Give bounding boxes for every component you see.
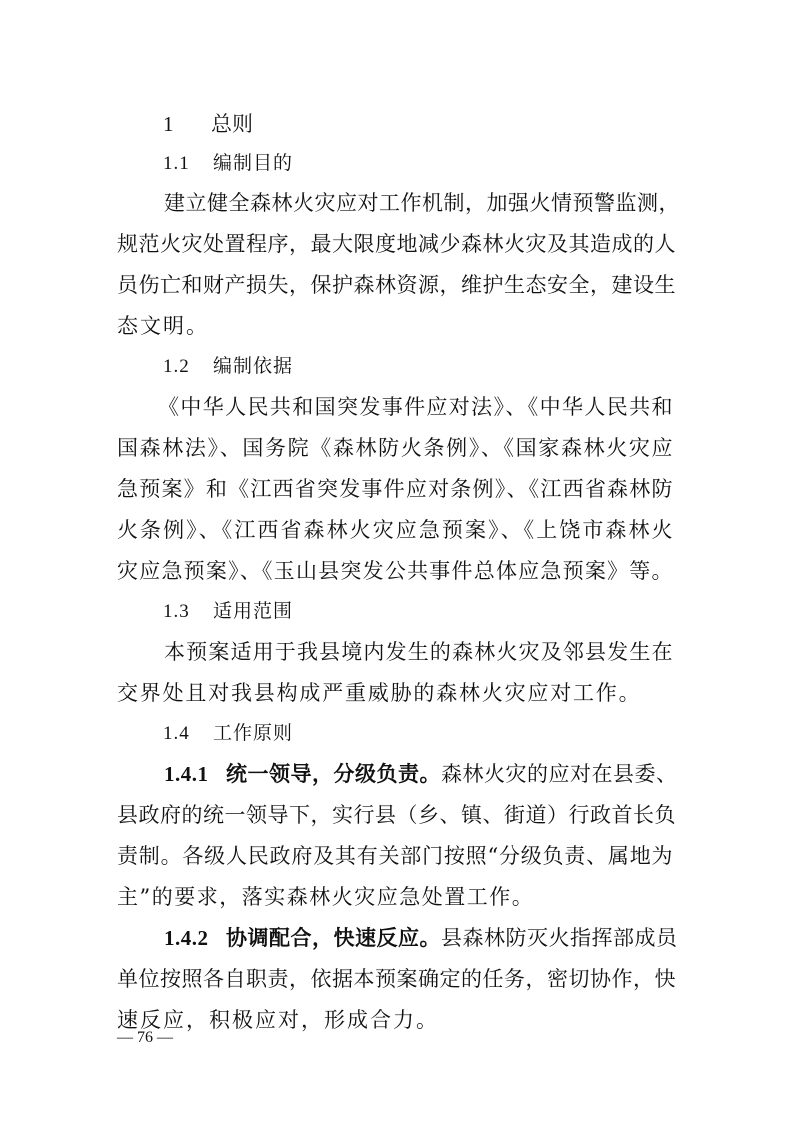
clause-lead: 统一领导，分级负责。 (226, 762, 441, 786)
subsection-number: 1.4 (163, 723, 190, 744)
subsection-title: 适用范围 (213, 600, 294, 622)
subsection-title: 编制目的 (213, 152, 294, 174)
paragraph-line: 交界处且对我县构成严重威胁的森林火灾应对工作。 (117, 681, 642, 705)
paragraph-line: 规范火灾处置程序，最大限度地减少森林火灾及其造成的人 (117, 232, 676, 256)
page-number: — 76 — (117, 1029, 173, 1046)
paragraph-line: 速反应，积极应对，形成合力。 (117, 1008, 439, 1032)
section-heading (163, 110, 793, 138)
subsection-number: 1.2 (163, 356, 190, 377)
clause-number: 1.4.2 (164, 926, 209, 950)
paragraph-line: 主”的要求，落实森林火灾应急处置工作。 (117, 885, 535, 909)
paragraph-line: 国森林法》、国务院《森林防火条例》、《国家森林火灾应 (117, 436, 673, 460)
clause-text: 县森林防灭火指挥部成员 (441, 926, 678, 950)
subsection-heading (163, 352, 793, 381)
paragraph-line: 急预案》和《江西省突发事件应对条例》、《江西省森林防 (117, 477, 673, 501)
paragraph-line: 本预案适用于我县境内发生的森林火灾及邻县发生在 (164, 640, 673, 664)
paragraph-line: 单位按照各自职责，依据本预案确定的任务，密切协作，快 (117, 967, 676, 991)
paragraph-line: 火条例》、《江西省森林火灾应急预案》、《上饶市森林火 (117, 518, 673, 542)
subsection-number: 1.1 (163, 153, 190, 174)
section-number: 1 (163, 112, 174, 136)
paragraph-line: 《中华人民共和国突发事件应对法》、《中华人民共和 (158, 395, 673, 419)
paragraph-line: 员伤亡和财产损失，保护森林资源，维护生态安全，建设生 (117, 273, 676, 297)
clause-text: 森林火灾的应对在县委、 (441, 762, 678, 786)
paragraph-line: 建立健全森林火灾应对工作机制，加强火情预警监测， (164, 191, 680, 215)
subsection-title: 编制依据 (213, 355, 294, 377)
subsection-title: 工作原则 (213, 722, 294, 744)
subsection-heading (163, 597, 793, 626)
clause-first-line (164, 924, 678, 952)
paragraph-line: 态文明。 (117, 314, 209, 338)
paragraph-line: 责制。各级人民政府及其有关部门按照“分级负责、属地为 (117, 844, 673, 868)
clause-first-line (164, 760, 678, 788)
subsection-heading (163, 719, 793, 748)
paragraph-line: 县政府的统一领导下，实行县（乡、镇、街道）行政首长负 (117, 803, 676, 827)
subsection-number: 1.3 (163, 601, 190, 622)
subsection-heading (163, 149, 793, 178)
paragraph-line: 灾应急预案》、《玉山县突发公共事件总体应急预案》等。 (117, 559, 673, 583)
clause-number: 1.4.1 (164, 762, 209, 786)
section-title: 总则 (211, 112, 253, 136)
clause-lead: 协调配合，快速反应。 (226, 926, 441, 950)
